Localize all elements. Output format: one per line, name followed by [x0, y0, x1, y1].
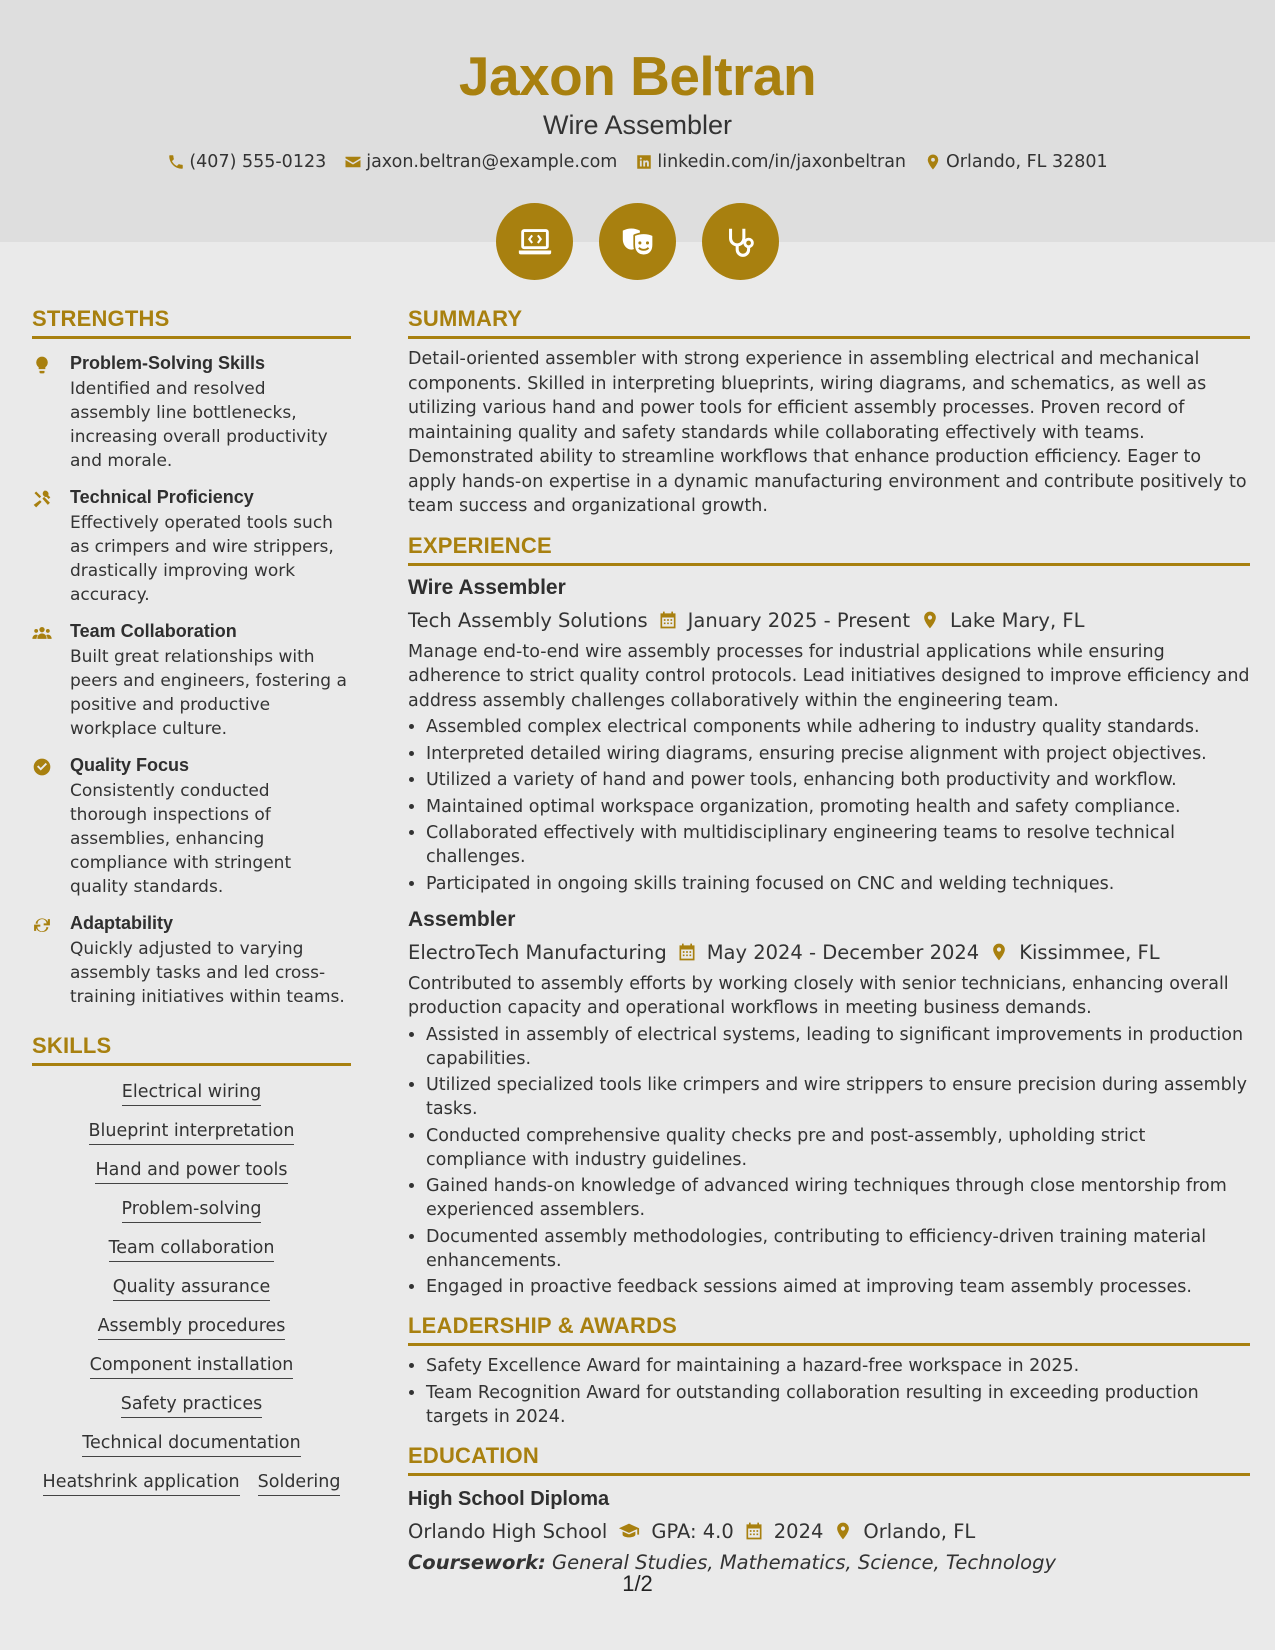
graduation-year: 2024: [773, 1519, 824, 1543]
strength-title: Team Collaboration: [70, 621, 237, 641]
phone-icon: [167, 153, 185, 171]
linkedin-text: linkedin.com/in/jaxonbeltran: [657, 152, 907, 172]
check-circle-icon: [32, 757, 52, 777]
job-bullet: • Assisted in assembly of electrical systems, leading to significant improvements in production capabilities.: [426, 1023, 1250, 1071]
awards-list: [408, 1354, 1250, 1429]
right-column: [408, 306, 1250, 1574]
interest-icons: [0, 203, 1275, 280]
job-dates: May 2024 - December 2024: [706, 940, 980, 964]
strengths-heading: STRENGTHS: [32, 306, 351, 339]
job-bullet: • Conducted comprehensive quality checks pre and post-assembly, upholding strict compliance with industry guidelines.: [426, 1124, 1250, 1172]
job-bullet: • Utilized a variety of hand and power tools, enhancing both productivity and workflow.: [426, 768, 1250, 792]
job-title: Assembler: [408, 907, 516, 931]
job-location: Lake Mary, FL: [950, 608, 1085, 632]
stethoscope-icon: [722, 223, 760, 261]
skill-tag: Quality assurance: [113, 1277, 271, 1301]
skill-tag: Technical documentation: [82, 1433, 300, 1457]
contact-phone[interactable]: [167, 152, 326, 172]
laptop-code-icon: [516, 223, 554, 261]
job-company: Tech Assembly Solutions: [408, 608, 648, 632]
job-company: ElectroTech Manufacturing: [408, 940, 667, 964]
gpa: GPA: 4.0: [651, 1519, 734, 1543]
job-dates: January 2025 - Present: [687, 608, 911, 632]
envelope-icon: [344, 153, 362, 171]
job-bullet: • Collaborated effectively with multidisciplinary engineering teams to resolve technical challenges.: [426, 821, 1250, 869]
job-bullet: • Assembled complex electrical components while adhering to industry quality standards.: [426, 715, 1250, 739]
school-location: Orlando, FL: [863, 1519, 976, 1543]
calendar-icon: [677, 942, 697, 962]
job-bullet: • Participated in ongoing skills training focused on CNC and welding techniques.: [426, 872, 1250, 896]
education-heading: EDUCATION: [408, 1443, 1250, 1476]
calendar-icon: [658, 610, 678, 630]
job-description: Manage end-to-end wire assembly processes for industrial applications while ensuring adherence to strict quality control protocols. Lead initiatives designed to improve efficiency and address assembly challenges collaboratively within the engineering team.: [408, 641, 1250, 711]
job-meta: [408, 609, 1250, 632]
award-item: • Safety Excellence Award for maintaining a hazard-free workspace in 2025.: [426, 1354, 1250, 1378]
skill-tag: Component installation: [90, 1355, 294, 1379]
phone-text: (407) 555-0123: [189, 152, 327, 172]
job-entry: [408, 908, 1250, 1300]
school-name: Orlando High School: [408, 1519, 608, 1543]
strength-title: Adaptability: [70, 913, 174, 933]
interest-circle-theater: [599, 203, 676, 280]
job-bullets: [408, 715, 1250, 896]
education-meta: [408, 1520, 1250, 1543]
map-marker-icon: [920, 610, 940, 630]
job-description: Contributed to assembly efforts by working closely with senior technicians, enhancing overall production capacity and operational workflows in meeting business demands.: [408, 973, 1229, 1018]
contact-row: [0, 152, 1275, 172]
coursework-label: Coursework:: [408, 1550, 546, 1574]
leadership-heading: LEADERSHIP & AWARDS: [408, 1313, 1250, 1346]
location-text: Orlando, FL 32801: [946, 152, 1108, 172]
linkedin-icon: [635, 153, 653, 171]
interest-circle-laptop: [496, 203, 573, 280]
page-number: 1/2: [622, 1571, 653, 1596]
interest-circle-stethoscope: [702, 203, 779, 280]
degree-title: High School Diploma: [408, 1487, 610, 1510]
strength-desc: Quickly adjusted to varying assembly tasks and led cross-training initiatives within teams.: [70, 939, 345, 1007]
skill-tag: Soldering: [258, 1472, 341, 1496]
strength-title: Technical Proficiency: [70, 487, 254, 507]
skill-tag: Hand and power tools: [95, 1160, 287, 1184]
lightbulb-icon: [32, 355, 52, 375]
strength-title: Quality Focus: [70, 755, 190, 775]
strength-desc: Consistently conducted thorough inspections of assemblies, enhancing compliance with stringent quality standards.: [70, 781, 292, 897]
job-bullet: • Documented assembly methodologies, contributing to efficiency-driven training material enhancements.: [426, 1225, 1250, 1273]
strength-desc: Effectively operated tools such as crimpers and wire strippers, drastically improving work accuracy.: [70, 513, 334, 605]
strength-title: Problem-Solving Skills: [70, 353, 266, 373]
skill-tag: Safety practices: [121, 1394, 262, 1418]
job-bullets: [408, 1023, 1250, 1300]
skill-tag: Team collaboration: [109, 1238, 275, 1262]
left-column: [32, 306, 351, 1496]
job-title: Wire Assembler: [408, 575, 566, 599]
skill-tag: Electrical wiring: [122, 1082, 261, 1106]
strength-desc: Identified and resolved assembly line bottlenecks, increasing overall productivity and morale.: [70, 379, 328, 471]
skills-heading: SKILLS: [32, 1033, 351, 1066]
experience-heading: EXPERIENCE: [408, 533, 1250, 566]
skill-tag: Problem-solving: [122, 1199, 262, 1223]
candidate-name: Jaxon Beltran: [458, 45, 817, 107]
users-icon: [32, 623, 52, 643]
map-marker-icon: [924, 153, 942, 171]
graduation-cap-icon: [617, 1520, 641, 1542]
job-meta: [408, 941, 1250, 964]
tools-icon: [32, 489, 52, 509]
job-bullet: • Engaged in proactive feedback sessions aimed at improving team assembly processes.: [426, 1275, 1250, 1299]
theater-masks-icon: [619, 223, 657, 261]
contact-email[interactable]: [344, 152, 617, 172]
contact-linkedin[interactable]: [635, 152, 906, 172]
strength-item: [32, 755, 351, 899]
skill-tag: Assembly procedures: [98, 1316, 286, 1340]
summary-text: Detail-oriented assembler with strong experience in assembling electrical and mechanical components. Skilled in interpreting blueprints, wiring diagrams, and schematics, as well as utilizing various hand and power tools for efficient assembly processes. Proven record of maintaining quality and safety standards while collaborating effectively with teams. Demonstrated ability to streamline workflows that enhance production efficiency. Eager to apply hands-on expertise in a dynamic manufacturing environment and contribute positively to team success and organizational growth.: [408, 349, 1247, 516]
skills-list: [32, 1082, 351, 1496]
strength-item: [32, 353, 351, 473]
job-entry: [408, 576, 1250, 896]
skill-tag: Blueprint interpretation: [89, 1121, 295, 1145]
sync-icon: [32, 915, 52, 935]
strength-desc: Built great relationships with peers and engineers, fostering a positive and productive workplace culture.: [70, 647, 347, 739]
map-marker-icon: [989, 942, 1009, 962]
coursework-list: General Studies, Mathematics, Science, Technology: [552, 1550, 1057, 1574]
strength-item: [32, 913, 351, 1009]
map-marker-icon: [833, 1521, 853, 1541]
skill-tag: Heatshrink application: [43, 1472, 240, 1496]
award-item: • Team Recognition Award for outstanding collaboration resulting in exceeding production targets in 2024.: [426, 1381, 1250, 1429]
job-bullet: • Maintained optimal workspace organization, promoting health and safety compliance.: [426, 795, 1250, 819]
job-bullet: • Utilized specialized tools like crimpers and wire strippers to ensure precision during assembly tasks.: [426, 1073, 1250, 1121]
job-bullet: • Interpreted detailed wiring diagrams, ensuring precise alignment with project objectives.: [426, 742, 1250, 766]
contact-location: [924, 152, 1108, 172]
calendar-icon: [744, 1521, 764, 1541]
job-bullet: • Gained hands-on knowledge of advanced wiring techniques through close mentorship from experienced assemblers.: [426, 1174, 1250, 1222]
email-text: jaxon.beltran@example.com: [366, 152, 618, 172]
candidate-title: Wire Assembler: [542, 110, 733, 140]
strength-item: [32, 487, 351, 607]
strength-item: [32, 621, 351, 741]
job-location: Kissimmee, FL: [1019, 940, 1160, 964]
summary-heading: SUMMARY: [408, 306, 1250, 339]
